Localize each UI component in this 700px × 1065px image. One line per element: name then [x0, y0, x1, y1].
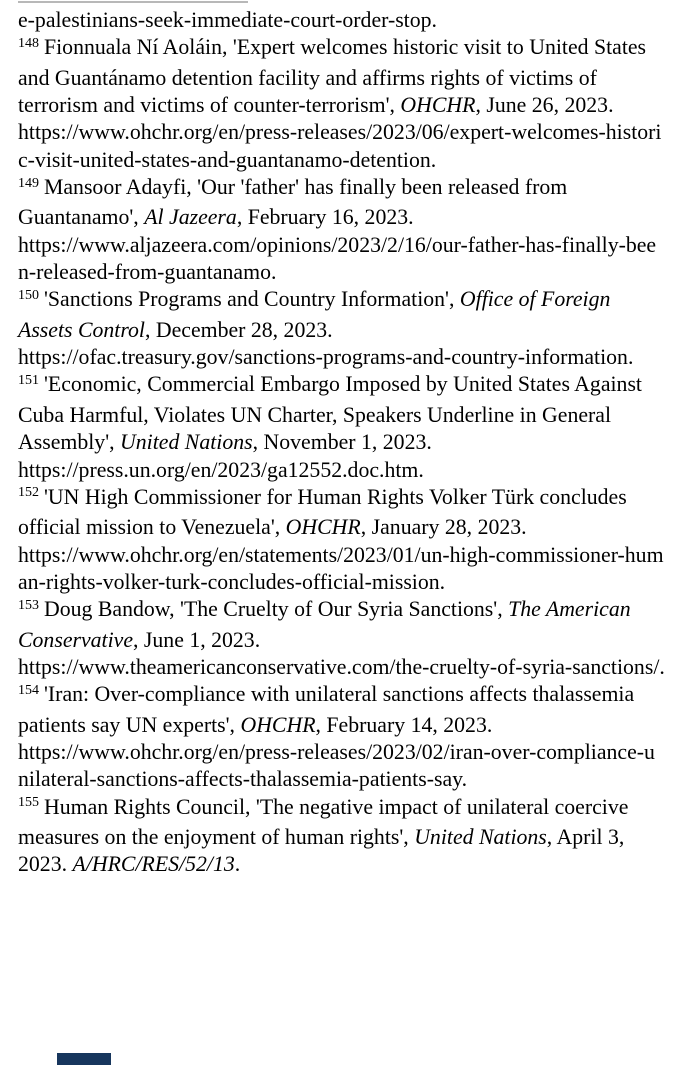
footnote-line: [18, 824, 696, 851]
footnote-text: patients say UN experts',: [18, 712, 241, 737]
cutoff-text-remnant-top: [18, 1, 248, 3]
footnote-line: [18, 174, 696, 204]
footnote-line: [18, 286, 696, 316]
footnote-text: , February 16, 2023.: [236, 205, 414, 230]
footnote-text: , December 28, 2023.: [144, 317, 333, 342]
footnote-text: Mansoor Adayfi, 'Our 'father' has finally been released from: [44, 175, 568, 200]
footnote-number: 148: [18, 35, 39, 51]
footnote-text: Doug Bandow, 'The Cruelty of Our Syria Sanctions',: [44, 597, 509, 622]
cited-source-italic: The American: [508, 597, 631, 622]
cited-source-italic: A/HRC/RES/52/13: [72, 852, 235, 877]
footnote-text: measures on the enjoyment of human rights',: [18, 824, 415, 849]
footnote-line: [18, 794, 696, 824]
footnote-text: e-palestinians-seek-immediate-court-order-stop.: [18, 8, 437, 32]
footnote-line: [18, 654, 696, 681]
footnote-text: n-released-from-guantanamo.: [18, 260, 277, 285]
footnote-text: 2023.: [18, 852, 73, 877]
footnote-line: [18, 232, 696, 259]
footnote-number: 150: [18, 287, 39, 303]
footnote-number: 149: [18, 175, 39, 191]
footnote-text: https://www.theamericanconservative.com/the-cruelty-of-syria-sanctions/.: [18, 654, 665, 679]
footnote-line: [18, 7, 696, 34]
footnote-line: [18, 542, 696, 569]
footnote-line: [18, 34, 696, 64]
footnote-line: [18, 65, 696, 92]
footnote-line: [18, 514, 696, 541]
cited-source-italic: OHCHR: [240, 712, 316, 737]
footnote-text: , April 3,: [546, 824, 625, 849]
footnote-line: [18, 627, 696, 654]
footnote-text: , June 26, 2023.: [475, 93, 614, 118]
cutoff-element-bottom: [57, 1053, 111, 1065]
footnote-line: [18, 766, 696, 793]
footnote-text: and Guantánamo detention facility and affirms rights of victims of: [18, 65, 597, 90]
cited-source-italic: Office of Foreign: [459, 287, 611, 312]
footnote-text: , November 1, 2023.: [252, 430, 432, 455]
footnote-text: official mission to Venezuela',: [18, 515, 286, 540]
footnote-text: .: [234, 852, 241, 877]
footnote-line: [18, 119, 696, 146]
footnote-text: terrorism and victims of counter-terrorism',: [18, 93, 401, 118]
footnote-line: [18, 402, 696, 429]
footnotes-block: [18, 7, 696, 879]
cited-source-italic: Al Jazeera: [144, 205, 237, 230]
footnote-text: 'UN High Commissioner for Human Rights Volker Türk concludes: [44, 484, 627, 509]
cited-source-italic: Conservative: [18, 627, 134, 652]
footnote-line: [18, 147, 696, 174]
cited-source-italic: United Nations: [414, 824, 547, 849]
footnote-text: https://www.ohchr.org/en/press-releases/2023/02/iran-over-compliance-u: [18, 739, 655, 764]
footnote-text: https://www.aljazeera.com/opinions/2023/2/16/our-father-has-finally-bee: [18, 232, 657, 257]
footnote-line: [18, 457, 696, 484]
footnote-text: , January 28, 2023.: [360, 515, 527, 540]
footnote-number: 152: [18, 485, 39, 501]
cited-source-italic: Assets Control: [18, 317, 145, 342]
footnote-text: Guantanamo',: [18, 205, 145, 230]
footnote-text: , June 1, 2023.: [133, 627, 261, 652]
footnote-line: [18, 259, 696, 286]
footnote-text: Fionnuala Ní Aoláin, 'Expert welcomes historic visit to United States: [44, 35, 647, 60]
footnote-line: [18, 344, 696, 371]
footnote-line: [18, 204, 696, 231]
footnote-text: Human Rights Council, 'The negative impact of unilateral coercive: [44, 794, 629, 819]
footnote-text: an-rights-volker-turk-concludes-official-mission.: [18, 569, 446, 594]
footnote-text: Cuba Harmful, Violates UN Charter, Speakers Underline in General: [18, 402, 612, 427]
footnote-number: 155: [18, 795, 39, 811]
footnote-number: 153: [18, 597, 39, 613]
cited-source-italic: United Nations: [120, 430, 253, 455]
footnote-line: [18, 317, 696, 344]
footnote-line: [18, 681, 696, 711]
cited-source-italic: OHCHR: [285, 515, 361, 540]
footnote-line: [18, 851, 696, 878]
footnote-line: [18, 371, 696, 401]
footnote-text: https://www.ohchr.org/en/press-releases/2023/06/expert-welcomes-histori: [18, 120, 662, 145]
footnote-line: [18, 429, 696, 456]
footnote-line: [18, 739, 696, 766]
footnote-text: c-visit-united-states-and-guantanamo-detention.: [18, 147, 437, 172]
footnote-text: https://press.un.org/en/2023/ga12552.doc.htm.: [18, 457, 424, 482]
footnote-line: [18, 712, 696, 739]
footnote-line: [18, 569, 696, 596]
footnote-text: , February 14, 2023.: [315, 712, 493, 737]
footnote-text: 'Economic, Commercial Embargo Imposed by United States Against: [44, 372, 642, 397]
footnote-line: [18, 596, 696, 626]
footnote-text: 'Sanctions Programs and Country Information',: [44, 287, 460, 312]
footnote-text: https://ofac.treasury.gov/sanctions-programs-and-country-information.: [18, 345, 634, 370]
footnote-text: nilateral-sanctions-affects-thalassemia-patients-say.: [18, 767, 468, 792]
footnote-number: 151: [18, 372, 39, 388]
footnote-text: Assembly',: [18, 430, 121, 455]
footnote-line: [18, 92, 696, 119]
footnote-line: [18, 484, 696, 514]
footnote-text: https://www.ohchr.org/en/statements/2023/01/un-high-commissioner-hum: [18, 542, 664, 567]
footnote-number: 154: [18, 682, 39, 698]
cited-source-italic: OHCHR: [400, 93, 476, 118]
footnote-text: 'Iran: Over-compliance with unilateral sanctions affects thalassemia: [44, 682, 635, 707]
